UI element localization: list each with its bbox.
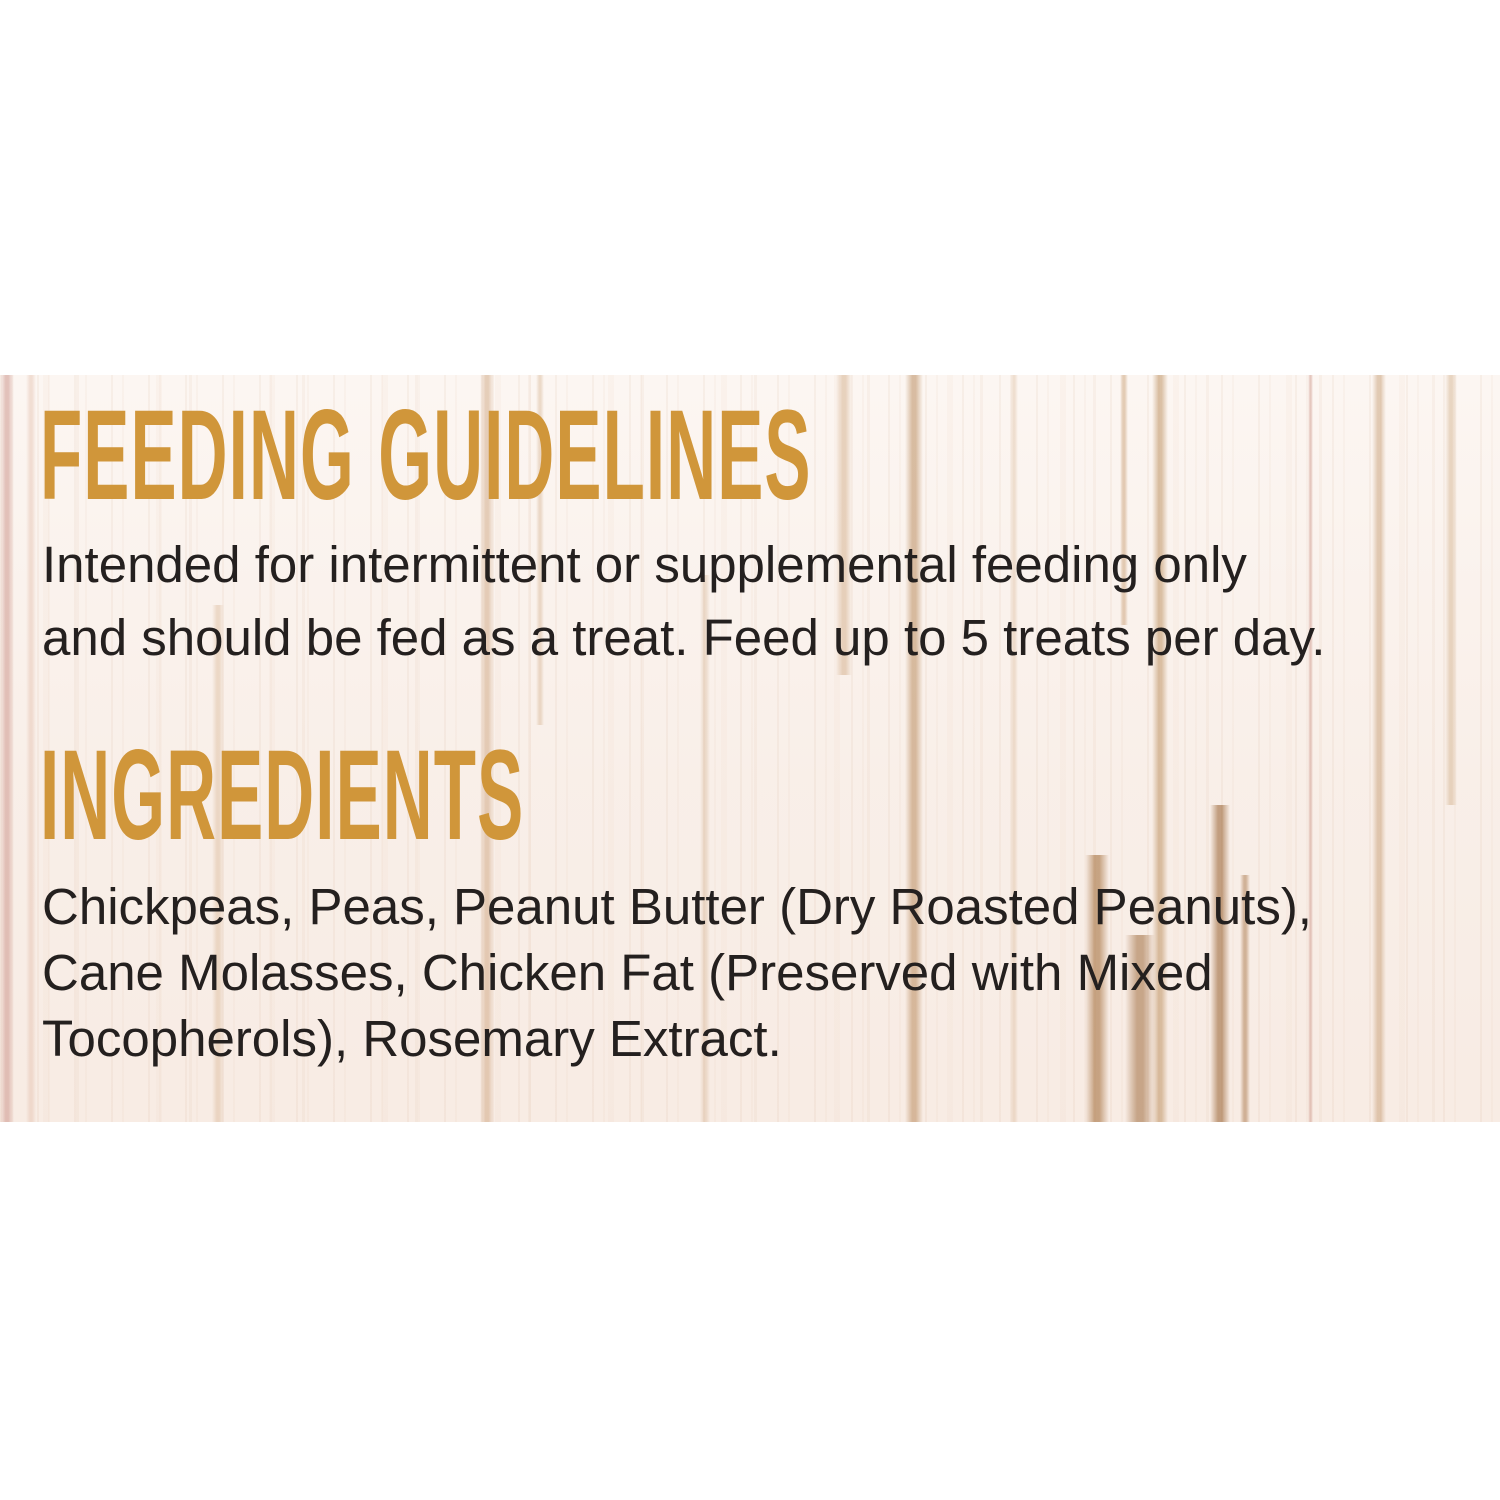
ingredients-text-line-1: Chickpeas, Peas, Peanut Butter (Dry Roasted Peanuts), [42,878,1312,935]
ingredients-heading: INGREDIENTS [40,724,525,867]
feeding-text-line-2: and should be fed as a treat. Feed up to 5 treats per day. [42,609,1326,666]
feeding-guidelines-text [42,528,1325,674]
wood-texture-panel [0,375,1500,1122]
ingredients-text [42,874,1312,1072]
ingredients-text-line-2: Cane Molasses, Chicken Fat (Preserved with Mixed [42,944,1213,1001]
ingredients-text-line-3: Tocopherols), Rosemary Extract. [42,1010,782,1067]
feeding-guidelines-heading: FEEDING GUIDELINES [40,384,812,527]
feeding-text-line-1: Intended for intermittent or supplemental feeding only [42,536,1247,593]
